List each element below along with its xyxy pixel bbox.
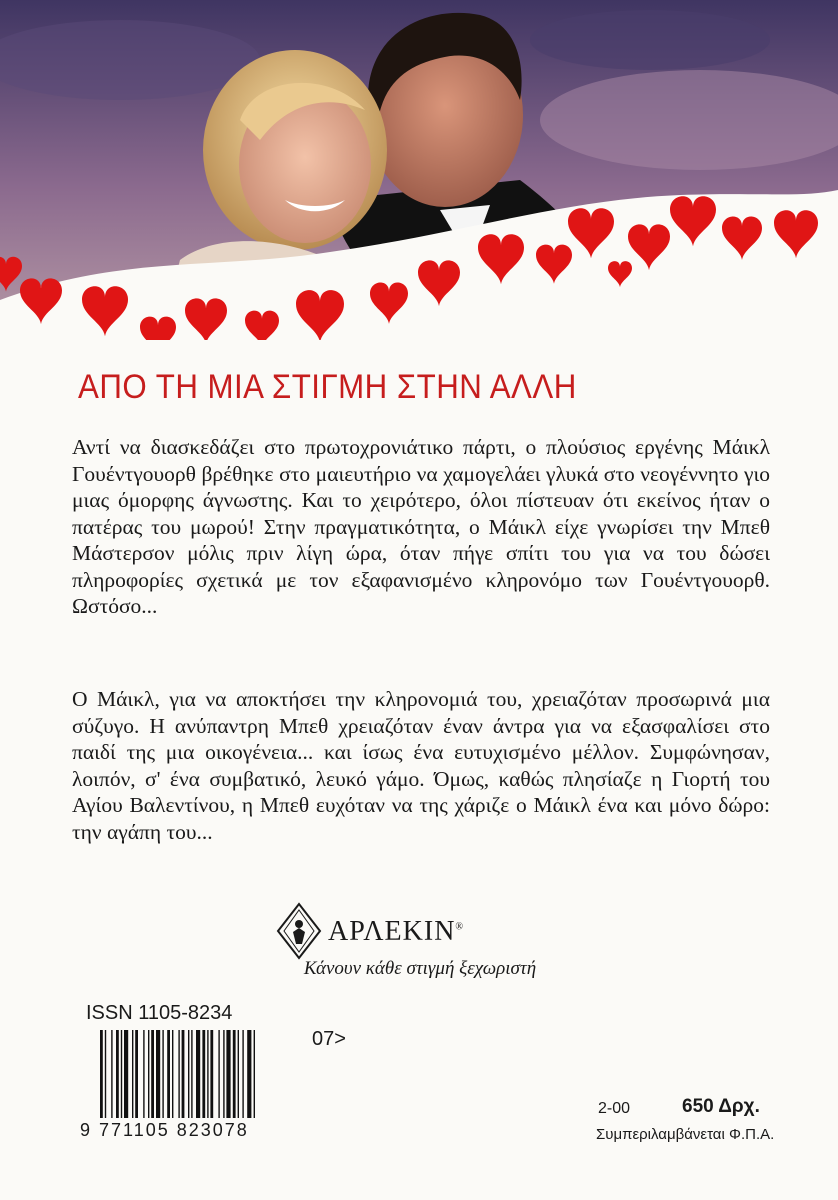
barcode-bar xyxy=(111,1030,112,1118)
barcode-bar xyxy=(121,1030,122,1118)
issue-code: 2-00 xyxy=(598,1100,631,1117)
blurb-paragraph-2: Ο Μάικλ, για να αποκτήσει την κληρονομιά του, χρειαζόταν προσωρινά μια σύζυγο. Η ανύπαντρη Μπεθ χρειαζόταν έναν άντρα για να εξασφαλίσει στο παιδί της μια οικογένεια... και ίσως ένα ευτυχισμένο μέλλον. Συμφώνησαν, λοιπόν, σ' ένα συμβατικό, λευκό γάμο. Όμως, καθώς πλησίαζε η Γιορτή του Αγίου Βαλεντίνου, η Μπεθ ευχόταν να της χάριζε ο Μάικλ ένα και μόνο δώρο: την αγάπη του... xyxy=(72,687,770,844)
barcode-digits: 9 771105 823078 xyxy=(80,1120,249,1140)
barcode-bar xyxy=(191,1030,192,1118)
barcode-bar xyxy=(151,1030,154,1118)
barcode-bar xyxy=(188,1030,189,1118)
barcode-bar xyxy=(242,1030,243,1118)
barcode-bar xyxy=(100,1030,103,1118)
blurb-paragraph-1: Αντί να διασκεδάζει στο πρωτοχρονιάτικο πάρτι, ο πλούσιος εργένης Μάικλ Γουέντγουορθ βρέθηκε στο μαιευτήριο να χαμογελάει γλυκά στο νεογέννητο γιο μιας όμορφης άγνωστης. Και το χειρότερο, όλοι πίστευαν ότι εκείνος ήταν ο πατέρας του μωρού! Στην πραγματικότητα, ο Μάικλ είχε γνωρίσει την Μπεθ Μάστερσον μόλις πριν λίγη ώρα, όταν πήγε σπίτι του για να του δώσει πληροφορίες σχετικά με τον εξαφανισμένο κληρονόμο των Γουέντγουορθ. Ωστόσο... xyxy=(72,435,770,618)
barcode-bar xyxy=(202,1030,205,1118)
vat-note: Συμπεριλαμβάνεται Φ.Π.Α. xyxy=(596,1126,775,1143)
barcode xyxy=(82,1030,344,1122)
barcode-bar xyxy=(223,1030,224,1118)
publisher-name: ΑΡΛΕΚΙΝ® xyxy=(328,916,465,947)
barcode-bar xyxy=(148,1030,149,1118)
issn-label: ISSN 1105-8234 xyxy=(86,1002,233,1024)
barcode-bar xyxy=(124,1030,128,1118)
barcode-bar xyxy=(226,1030,230,1118)
publisher-tagline: Κάνουν κάθε στιγμή ξεχωριστή xyxy=(303,958,537,979)
barcode-bar xyxy=(162,1030,163,1118)
barcode-bar xyxy=(247,1030,251,1118)
barcode-bar xyxy=(156,1030,160,1118)
book-title: ΑΠΟ ΤΗ ΜΙΑ ΣΤΙΓΜΗ ΣΤΗΝ ΑΛΛΗ xyxy=(78,368,577,406)
barcode-bar xyxy=(132,1030,133,1118)
barcode-bar xyxy=(238,1030,239,1118)
barcode-bar xyxy=(182,1030,185,1118)
price: 650 Δρχ. xyxy=(682,1096,760,1117)
barcode-bar xyxy=(172,1030,173,1118)
barcode-bar xyxy=(207,1030,208,1118)
barcode-bar xyxy=(233,1030,236,1118)
barcode-bar xyxy=(178,1030,179,1118)
barcode-bar xyxy=(135,1030,138,1118)
barcode-bar xyxy=(196,1030,200,1118)
barcode-bar xyxy=(218,1030,219,1118)
barcode-bar xyxy=(254,1030,255,1118)
harlequin-diamond-icon xyxy=(276,902,322,960)
barcode-addon: 07> xyxy=(312,1028,346,1050)
barcode-bar xyxy=(105,1030,106,1118)
barcode-bar xyxy=(210,1030,213,1118)
cover-photo xyxy=(0,0,838,340)
publisher-logo xyxy=(270,900,570,995)
barcode-bar xyxy=(143,1030,144,1118)
barcode-bar xyxy=(116,1030,119,1118)
barcode-bar xyxy=(167,1030,170,1118)
